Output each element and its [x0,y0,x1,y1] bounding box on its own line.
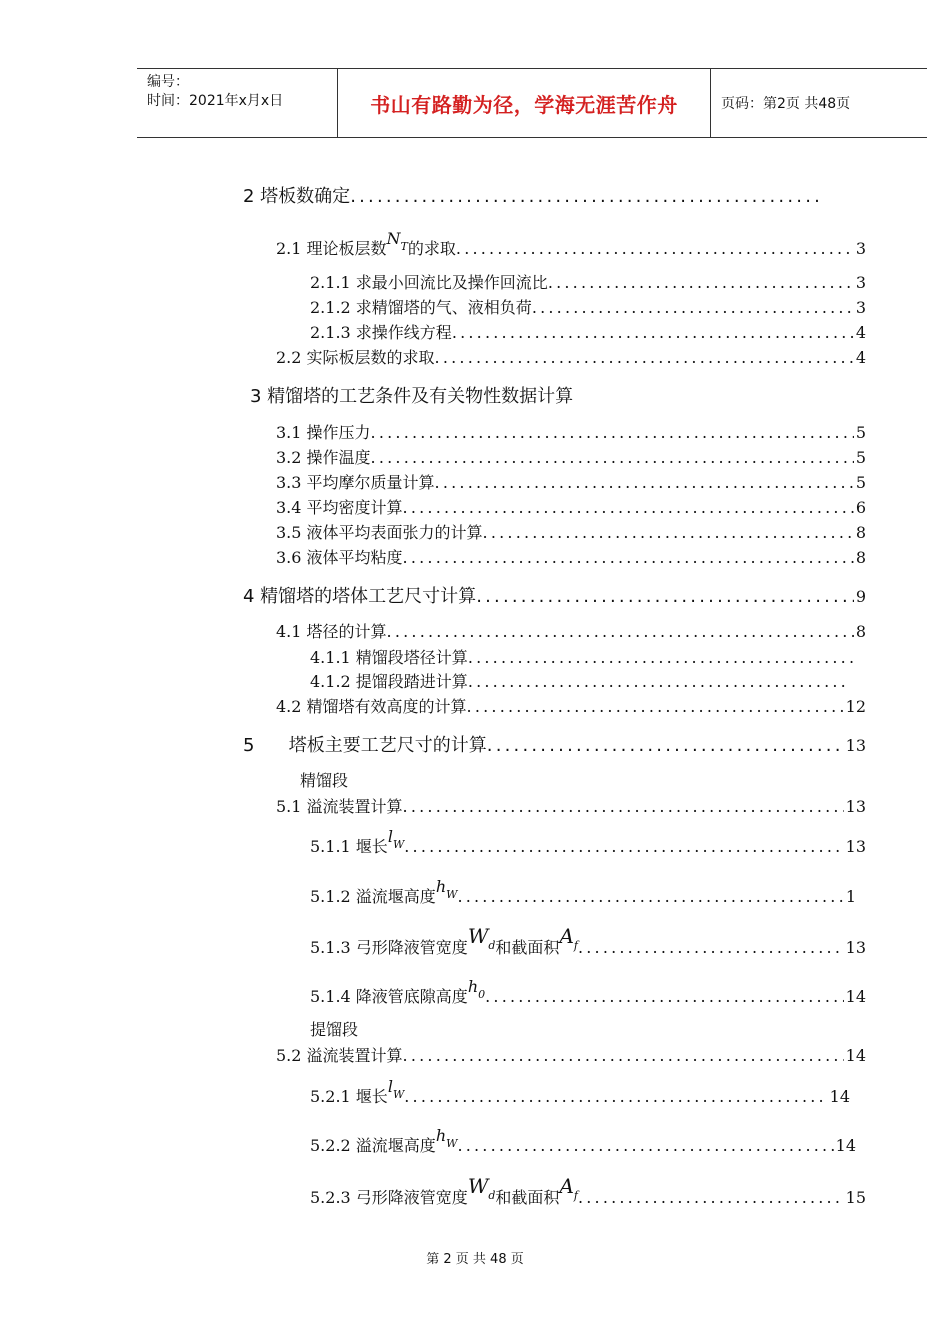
toc-entry-5-2[interactable]: 5.2 溢流装置计算 ..... 14 [276,1043,866,1066]
symbol-hW: $h_W$ [435,877,458,901]
toc-entry-5-1-2[interactable]: 5.1.2 溢流堰高度$h_W$ ..... 1 [310,884,856,907]
toc-entry-3[interactable]: 3 精馏塔的工艺条件及有关物性数据计算 [250,386,574,407]
symbol-Wd-2: $W_d$ [467,1174,496,1202]
toc-entry-4[interactable]: 4 精馏塔的塔体工艺尺寸计算 ..... 9 [243,582,866,608]
toc-entry-2-1-1[interactable]: 2.1.1 求最小回流比及操作回流比 ..... 3 [310,270,866,293]
symbol-lW: $l_W$ [387,827,405,851]
toc-entry-3-6[interactable]: 3.6 液体平均粘度 ..... 8 [276,545,866,568]
header-motto: 书山有路勤为径，学海无涯苦作舟 [338,69,711,137]
toc-entry-5-2-2[interactable]: 5.2.2 溢流堰高度$h_W$ ..... 14 [310,1133,856,1156]
symbol-h0: $h_0$ [467,977,486,1001]
time-label: 时间：2021年x月x日 [147,93,284,109]
toc-entry-5-1-4[interactable]: 5.1.4 降液管底隙高度$h_0$ ..... 14 [310,984,866,1007]
symbol-Af: $A_f$ [559,924,578,952]
page-footer: 第 2 页 共 48 页 [426,1252,524,1267]
toc-entry-2-1-3[interactable]: 2.1.3 求操作线方程 ..... 4 [310,320,866,343]
symbol-Wd: $W_d$ [467,924,496,952]
toc-entry-5-1-1[interactable]: 5.1.1 堰长$l_W$ ..... 13 [310,834,866,857]
toc-entry-3-3[interactable]: 3.3 平均摩尔质量计算 ..... 5 [276,470,866,493]
header-page-info: 页码：第2页 共48页 [721,96,851,112]
toc-entry-3-5[interactable]: 3.5 液体平均表面张力的计算 ..... 8 [276,520,866,543]
number-label: 编号： [147,74,189,90]
toc-entry-5-1[interactable]: 5.1 溢流装置计算 ..... 13 [276,794,866,817]
toc-entry-4-1-2[interactable]: 4.1.2 提馏段踏进计算 ..... [310,669,850,692]
toc-entry-5-1-3[interactable]: 5.1.3 弓形降液管宽度$W_d$和截面积$A_f$ ..... 13 [310,934,866,958]
symbol-Af-2: $A_f$ [559,1174,578,1202]
toc-entry-5[interactable]: 5 塔板主要工艺尺寸的计算 ..... 13 [243,731,866,757]
toc-entry-4-2[interactable]: 4.2 精馏塔有效高度的计算 ..... 12 [276,694,866,717]
subheading-jingliu: 精馏段 [300,771,349,790]
toc-entry-2-1[interactable]: 2.1 理论板层数$N_T$的求取 ..... 3 [276,236,866,259]
toc-entry-2-1-2[interactable]: 2.1.2 求精馏塔的气、液相负荷 ..... 3 [310,295,866,318]
subheading-tiliu: 提馏段 [310,1020,359,1039]
toc-entry-3-4[interactable]: 3.4 平均密度计算 ..... 6 [276,495,866,518]
symbol-lW-2: $l_W$ [387,1077,405,1101]
toc-entry-5-2-3[interactable]: 5.2.3 弓形降液管宽度$W_d$和截面积$A_f$ ..... 15 [310,1184,866,1208]
symbol-hW-2: $h_W$ [435,1126,458,1150]
toc-entry-2-2[interactable]: 2.2 实际板层数的求取 ..... 4 [276,345,866,368]
toc-entry-3-2[interactable]: 3.2 操作温度 ..... 5 [276,445,866,468]
toc-entry-3-1[interactable]: 3.1 操作压力 ..... 5 [276,420,866,443]
toc-entry-5-2-1[interactable]: 5.2.1 堰长$l_W$ ..... 14 [310,1084,850,1107]
toc-entry-2[interactable]: 2 塔板数确定 ..... [243,182,823,208]
symbol-NT: $N_T$ [386,229,408,253]
toc-entry-4-1-1[interactable]: 4.1.1 精馏段塔径计算 ..... [310,645,855,668]
toc-entry-4-1[interactable]: 4.1 塔径的计算 ..... 8 [276,619,866,642]
page-header [137,68,927,138]
header-meta [137,69,338,137]
